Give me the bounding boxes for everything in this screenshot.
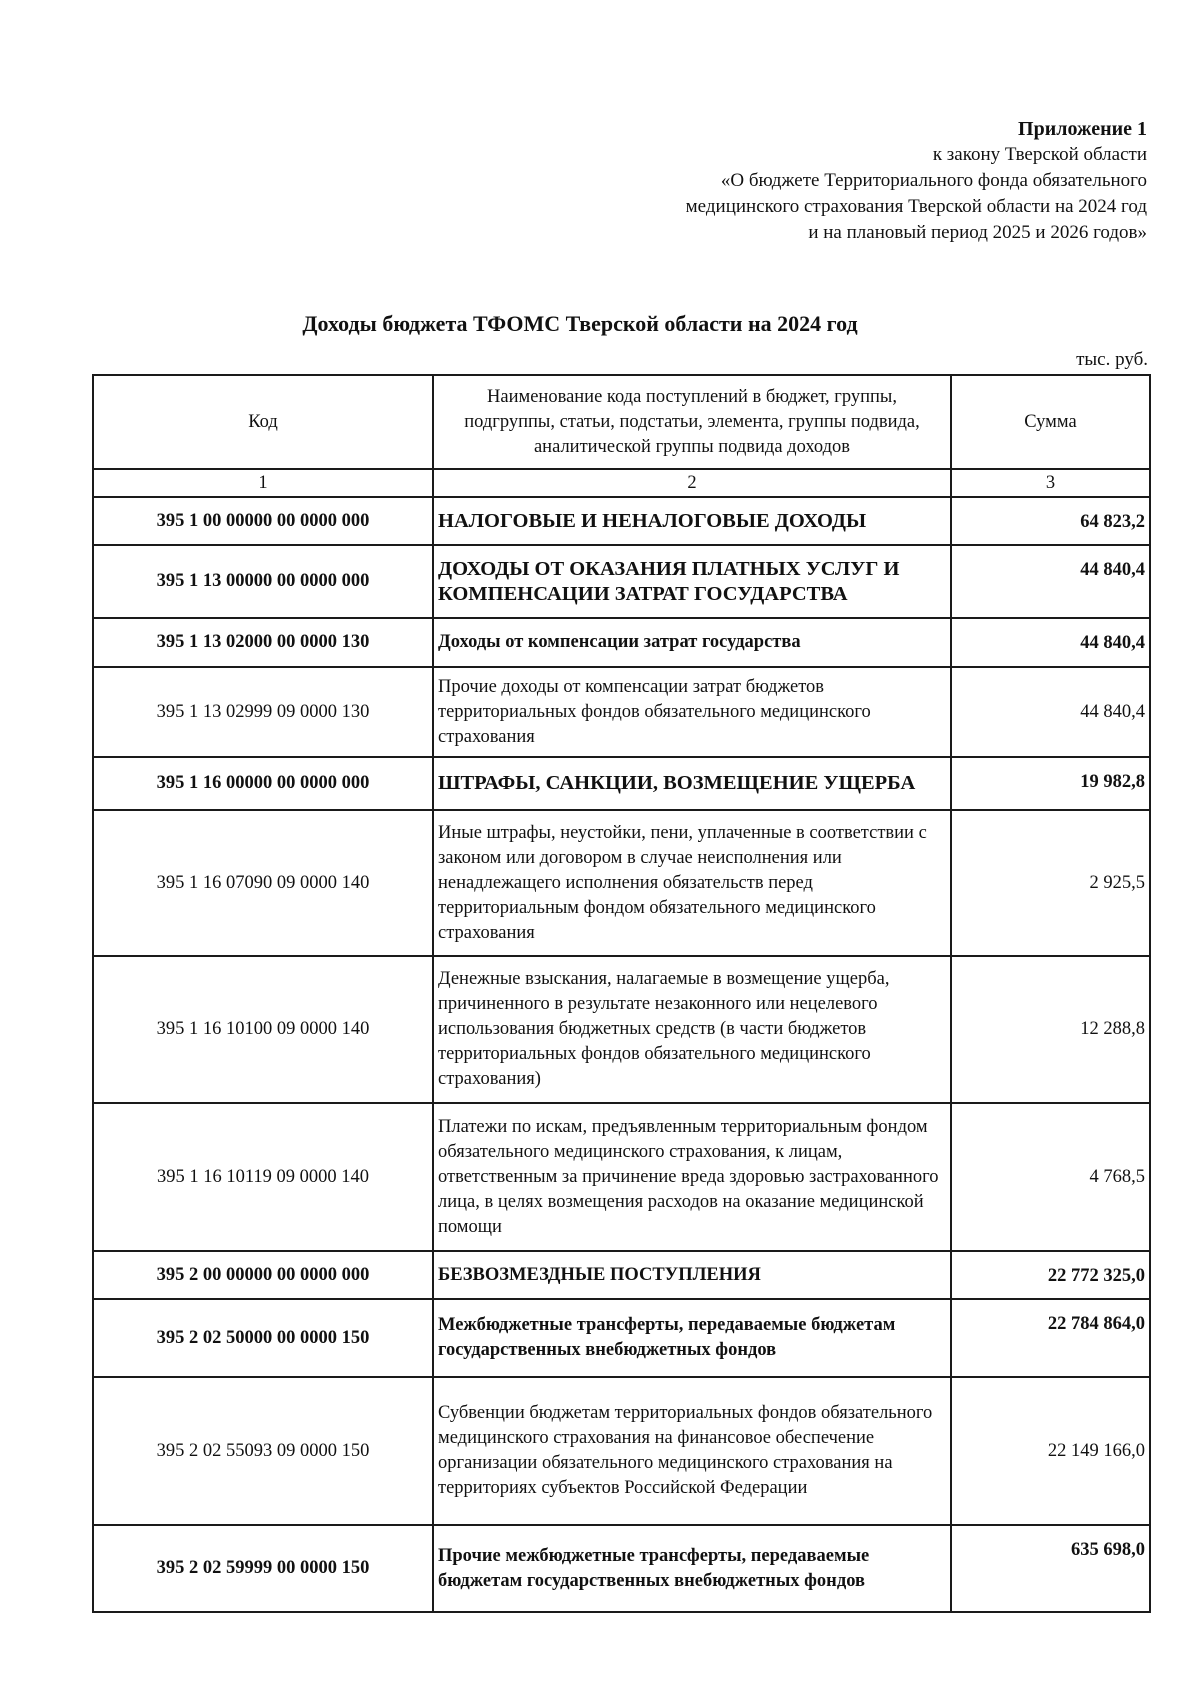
row-name: Прочие доходы от компенсации затрат бюджетов территориальных фондов обязательного медицинского страхования: [433, 667, 951, 757]
table-row: [93, 810, 1150, 956]
row-code: 395 1 16 10119 09 0000 140: [93, 1103, 433, 1251]
row-name: ШТРАФЫ, САНКЦИИ, ВОЗМЕЩЕНИЕ УЩЕРБА: [433, 757, 951, 810]
table-row: [93, 956, 1150, 1103]
row-name: Денежные взыскания, налагаемые в возмещение ущерба, причиненного в результате незаконного или нецелевого использования бюджетных средств (в части бюджетов территориальных фондов обязательного медицинского страхования): [433, 956, 951, 1103]
row-code: 395 1 13 00000 00 0000 000: [93, 545, 433, 618]
row-sum: 22 772 325,0: [951, 1251, 1150, 1299]
row-sum: 22 149 166,0: [951, 1377, 1150, 1525]
row-sum: 44 840,4: [951, 545, 1150, 618]
row-sum: 635 698,0: [951, 1525, 1150, 1612]
row-name: Межбюджетные трансферты, передаваемые бюджетам государственных внебюджетных фондов: [433, 1299, 951, 1377]
appendix-line: «О бюджете Территориального фонда обязательного: [720, 170, 1147, 191]
row-code: 395 1 13 02999 09 0000 130: [93, 667, 433, 757]
row-code: 395 1 13 02000 00 0000 130: [93, 618, 433, 667]
appendix-line: к закону Тверской области: [932, 144, 1147, 165]
table-row: [93, 1103, 1150, 1251]
row-code: 395 2 02 59999 00 0000 150: [93, 1525, 433, 1612]
row-code: 395 2 02 50000 00 0000 150: [93, 1299, 433, 1377]
row-code: 395 2 00 00000 00 0000 000: [93, 1251, 433, 1299]
row-name: Доходы от компенсации затрат государства: [433, 618, 951, 667]
row-name: Платежи по искам, предъявленным территориальным фондом обязательного медицинского страхования, к лицам, ответственным за причинение вреда здоровью застрахованного лица, в целях возмещения расходов на оказание медицинской помощи: [433, 1103, 951, 1251]
row-code: 395 1 16 07090 09 0000 140: [93, 810, 433, 956]
table-row: [93, 1525, 1150, 1612]
row-sum: 4 768,5: [951, 1103, 1150, 1251]
row-name: ДОХОДЫ ОТ ОКАЗАНИЯ ПЛАТНЫХ УСЛУГ И КОМПЕНСАЦИИ ЗАТРАТ ГОСУДАРСТВА: [433, 545, 951, 618]
table-row: [93, 667, 1150, 757]
units-label: тыс. руб.: [1076, 349, 1148, 370]
appendix-line: и на плановый период 2025 и 2026 годов»: [808, 222, 1147, 243]
row-sum: 22 784 864,0: [951, 1299, 1150, 1377]
header-name: Наименование кода поступлений в бюджет, группы, подгруппы, статьи, подстатьи, элемента, группы подвида, аналитической группы подвида доходов: [433, 375, 951, 469]
row-sum: 2 925,5: [951, 810, 1150, 956]
table-header-row: [93, 375, 1150, 469]
row-name: НАЛОГОВЫЕ И НЕНАЛОГОВЫЕ ДОХОДЫ: [433, 497, 951, 545]
row-sum: 44 840,4: [951, 667, 1150, 757]
table-row: [93, 618, 1150, 667]
row-name: Прочие межбюджетные трансферты, передаваемые бюджетам государственных внебюджетных фондов: [433, 1525, 951, 1612]
column-number: 1: [93, 469, 433, 497]
appendix-header: [447, 116, 1147, 246]
row-sum: 19 982,8: [951, 757, 1150, 810]
column-number: 3: [951, 469, 1150, 497]
row-code: 395 2 02 55093 09 0000 150: [93, 1377, 433, 1525]
row-code: 395 1 00 00000 00 0000 000: [93, 497, 433, 545]
income-table: [92, 374, 1151, 1613]
row-sum: 64 823,2: [951, 497, 1150, 545]
table-row: [93, 1377, 1150, 1525]
row-name: Субвенции бюджетам территориальных фондов обязательного медицинского страхования на финансовое обеспечение организации обязательного медицинского страхования на территориях субъектов Российской Федерации: [433, 1377, 951, 1525]
appendix-line: медицинского страхования Тверской области на 2024 год: [685, 196, 1147, 217]
table-row: [93, 497, 1150, 545]
row-sum: 44 840,4: [951, 618, 1150, 667]
row-name: БЕЗВОЗМЕЗДНЫЕ ПОСТУПЛЕНИЯ: [433, 1251, 951, 1299]
header-sum: Сумма: [951, 375, 1150, 469]
table-row: [93, 1299, 1150, 1377]
row-code: 395 1 16 00000 00 0000 000: [93, 757, 433, 810]
table-row: [93, 757, 1150, 810]
row-name: Иные штрафы, неустойки, пени, уплаченные в соответствии с законом или договором в случае неисполнения или ненадлежащего исполнения обязательств перед территориальным фондом обязательного медицинского страхования: [433, 810, 951, 956]
row-code: 395 1 16 10100 09 0000 140: [93, 956, 433, 1103]
appendix-title: Приложение 1: [1018, 118, 1147, 140]
table-row: [93, 1251, 1150, 1299]
header-code: Код: [93, 375, 433, 469]
document-title: Доходы бюджета ТФОМС Тверской области на 2024 год: [302, 311, 858, 336]
table-row: [93, 545, 1150, 618]
row-sum: 12 288,8: [951, 956, 1150, 1103]
column-number: 2: [433, 469, 951, 497]
column-number-row: [93, 469, 1150, 497]
